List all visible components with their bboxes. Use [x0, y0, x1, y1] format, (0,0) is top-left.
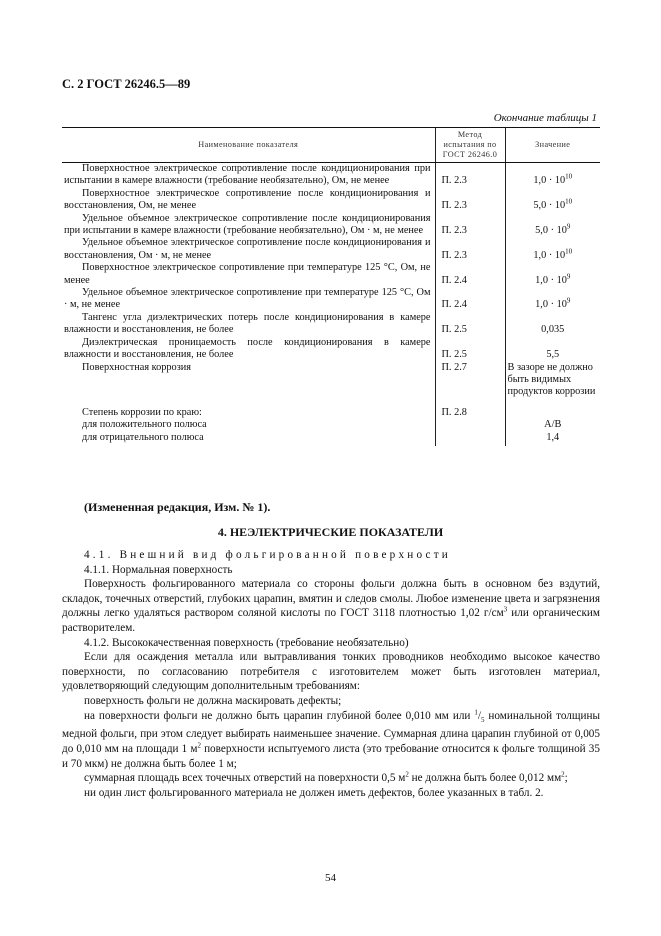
table-row: [62, 312, 600, 337]
superscript: 3: [503, 605, 508, 614]
row-value-exponent: 9: [566, 297, 571, 306]
superscript: 2: [197, 741, 201, 750]
text-part: Поверхность фольгированного материала со стороны фольги должна быть в основном без вздутий, складок, точечных отверстий, глубоких царапин, вмятин и следов смолы. Любое изменение цвета и загрязнения должны легко удаляться раствором соляной кислоты по ГОСТ 3118 плотностью 1,02 г/см: [62, 578, 600, 620]
row-value: [505, 188, 600, 213]
row-name: [62, 262, 435, 287]
row-value: В зазоре не должно быть видимых продуктов коррозии: [505, 362, 600, 407]
table-header-row: [62, 128, 600, 163]
row-value: [505, 337, 600, 362]
requirement-1: поверхность фольги не должна маскировать дефекты;: [84, 694, 342, 707]
row-value-base: 1,0 · 10: [535, 299, 567, 311]
row-value: [505, 237, 600, 262]
row-method: П. 2.4: [435, 287, 505, 312]
fraction-numerator: 1: [474, 707, 478, 716]
row-name-text: Удельное объемное электрическое сопротивление после кондиционирования при испытании в камере влажности (требование необязательно), Ом · м, не менее: [64, 212, 431, 237]
row-value: [505, 163, 600, 188]
row-value-exponent: 10: [565, 172, 573, 181]
row-name-text: Удельное объемное электрическое сопротивление при температуре 125 °С, Ом · м, не менее: [64, 287, 431, 311]
row-name-text: для положительного полюса: [82, 419, 207, 431]
row-method: П. 2.5: [435, 312, 505, 337]
row-name: [62, 362, 435, 407]
row-value-exponent: 9: [566, 222, 571, 231]
row-method: П. 2.4: [435, 262, 505, 287]
row-method: П. 2.5: [435, 337, 505, 362]
row-method: П. 2.3: [435, 163, 505, 188]
section-title: 4. НЕЭЛЕКТРИЧЕСКИЕ ПОКАЗАТЕЛИ: [217, 525, 444, 539]
row-value-exponent: 10: [565, 197, 573, 206]
row-value-base: 5,5: [546, 349, 560, 361]
row-name: [62, 312, 435, 337]
superscript: 2: [561, 770, 565, 779]
row-name-text: Удельное объемное электрическое сопротивление после кондиционирования и восстановления, Ом · м, не менее: [64, 237, 431, 261]
row-method: П. 2.8: [435, 407, 505, 419]
requirement-4: ни один лист фольгированного материала не должен иметь дефектов, более указанных в табл. 2.: [84, 786, 544, 799]
column-header-method-line1: Метод: [457, 130, 483, 139]
row-method: [435, 419, 505, 431]
column-header-method: [435, 128, 505, 163]
row-value-base: 5,0 · 10: [535, 225, 567, 237]
subsection-4-1-title: 4.1. Внешний вид фольгированной поверхности: [84, 549, 451, 561]
row-name-text: Степень коррозии по краю:: [82, 406, 202, 418]
row-name: [62, 432, 435, 446]
row-value: [505, 312, 600, 337]
row-name: [62, 287, 435, 312]
row-method: П. 2.3: [435, 188, 505, 213]
row-name: [62, 213, 435, 238]
amendment-note: (Измененная редакция, Изм. № 1).: [84, 500, 271, 514]
row-method: П. 2.7: [435, 362, 505, 407]
text-part: суммарная площадь всех точечных отверстий на поверхности 0,5 м: [84, 772, 406, 785]
paragraph-high-quality-intro: Если для осаждения металла или вытравливания тонких проводников необходимо высокое качество поверхности, по согласованию потребителя с изготовителем может быть изготовлен материал, удовлетворяющий следующим дополнительным требованиям:: [62, 651, 600, 693]
text-part: поверхности испытуемого листа (это требование относится к фольге толщиной 35 и 70 мкм) не должна быть более 1 м;: [62, 742, 600, 770]
subsection-4-1-1-title: 4.1.1. Нормальная поверхность: [84, 563, 233, 576]
row-name-text: Диэлектрическая проницаемость после кондиционирования в камере влажности и восстановления, не более: [64, 336, 431, 361]
row-value: [505, 262, 600, 287]
table-row-corrosion: [62, 362, 600, 407]
subsection-4-1-2-title: 4.1.2. Высококачественная поверхность (требование необязательно): [84, 636, 409, 649]
row-name-text: Поверхностная коррозия: [82, 361, 192, 373]
column-header-method-line3: ГОСТ 26246.0: [442, 150, 498, 159]
row-value-base: 5,0 · 10: [533, 200, 566, 212]
row-value-base: 1,0 · 10: [535, 274, 567, 286]
row-name: [62, 419, 435, 431]
row-method: П. 2.3: [435, 213, 505, 238]
text-part: на поверхности фольги не должно быть царапин глубиной более 0,010 мм или: [84, 709, 475, 722]
row-name: [62, 337, 435, 362]
row-name-text: для отрицательного полюса: [82, 431, 204, 443]
table-row: [62, 287, 600, 312]
row-name: [62, 237, 435, 262]
superscript: 2: [405, 770, 409, 779]
text-part: или органическим растворителем.: [62, 607, 600, 634]
table-row-negative: [62, 432, 600, 446]
requirement-3: [62, 771, 600, 786]
table-row-edge: [62, 407, 600, 419]
table-row: [62, 188, 600, 213]
row-name: [62, 407, 435, 419]
row-name-text: Поверхностное электрическое сопротивление после кондиционирования при испытании в камере влажности (требование необязательно), Ом, не менее: [64, 163, 431, 187]
column-header-value: Значение: [505, 128, 600, 163]
row-value: [505, 407, 600, 419]
table-caption: Окончание таблицы 1: [493, 112, 597, 124]
row-value: А/В: [505, 419, 600, 431]
row-name-text: Поверхностное электрическое сопротивление после кондиционирования и восстановления, Ом, не менее: [64, 187, 431, 212]
fraction-denominator: 5: [480, 715, 485, 724]
table-row: [62, 213, 600, 238]
row-value-base: 1,0 · 10: [533, 249, 566, 261]
row-value-base: 1,0 · 10: [533, 175, 566, 187]
page-header: С. 2 ГОСТ 26246.5—89: [62, 77, 191, 91]
column-header-method-line2: испытания по: [443, 140, 497, 149]
row-value-base: 0,035: [541, 324, 565, 336]
row-value-exponent: 10: [565, 247, 573, 256]
row-method: [435, 432, 505, 446]
row-value: [505, 287, 600, 312]
row-value: 1,4: [505, 432, 600, 446]
table-row: [62, 262, 600, 287]
table-row: [62, 237, 600, 262]
fraction-slash: /: [477, 709, 481, 722]
row-method: П. 2.3: [435, 237, 505, 262]
table-row-positive: [62, 419, 600, 431]
section-body: [62, 548, 600, 800]
properties-table: [62, 127, 600, 446]
row-name: [62, 188, 435, 213]
row-value: [505, 213, 600, 238]
row-name-text: Тангенс угла диэлектрических потерь после кондиционирования в камере влажности и восстановления, не более: [64, 311, 431, 336]
column-header-name: Наименование показателя: [62, 128, 435, 163]
text-part: номинальной толщины медной фольги, при этом следует выбирать наименьшее значение. Суммарная длина царапин глубиной от 0,005 до 0,010 мм на площади 1 м: [62, 709, 600, 755]
requirement-2: [62, 709, 600, 772]
table-row: [62, 337, 600, 362]
text-part: не должна быть более 0,012 мм: [408, 772, 562, 785]
paragraph-normal-surface: [62, 577, 600, 635]
row-value-exponent: 9: [566, 272, 571, 281]
text-part: ;: [564, 772, 568, 785]
page-number: 54: [325, 872, 336, 884]
row-name: [62, 163, 435, 188]
row-name-text: Поверхностное электрическое сопротивление при температуре 125 °С, Ом, не менее: [64, 262, 431, 286]
table-row: [62, 163, 600, 188]
